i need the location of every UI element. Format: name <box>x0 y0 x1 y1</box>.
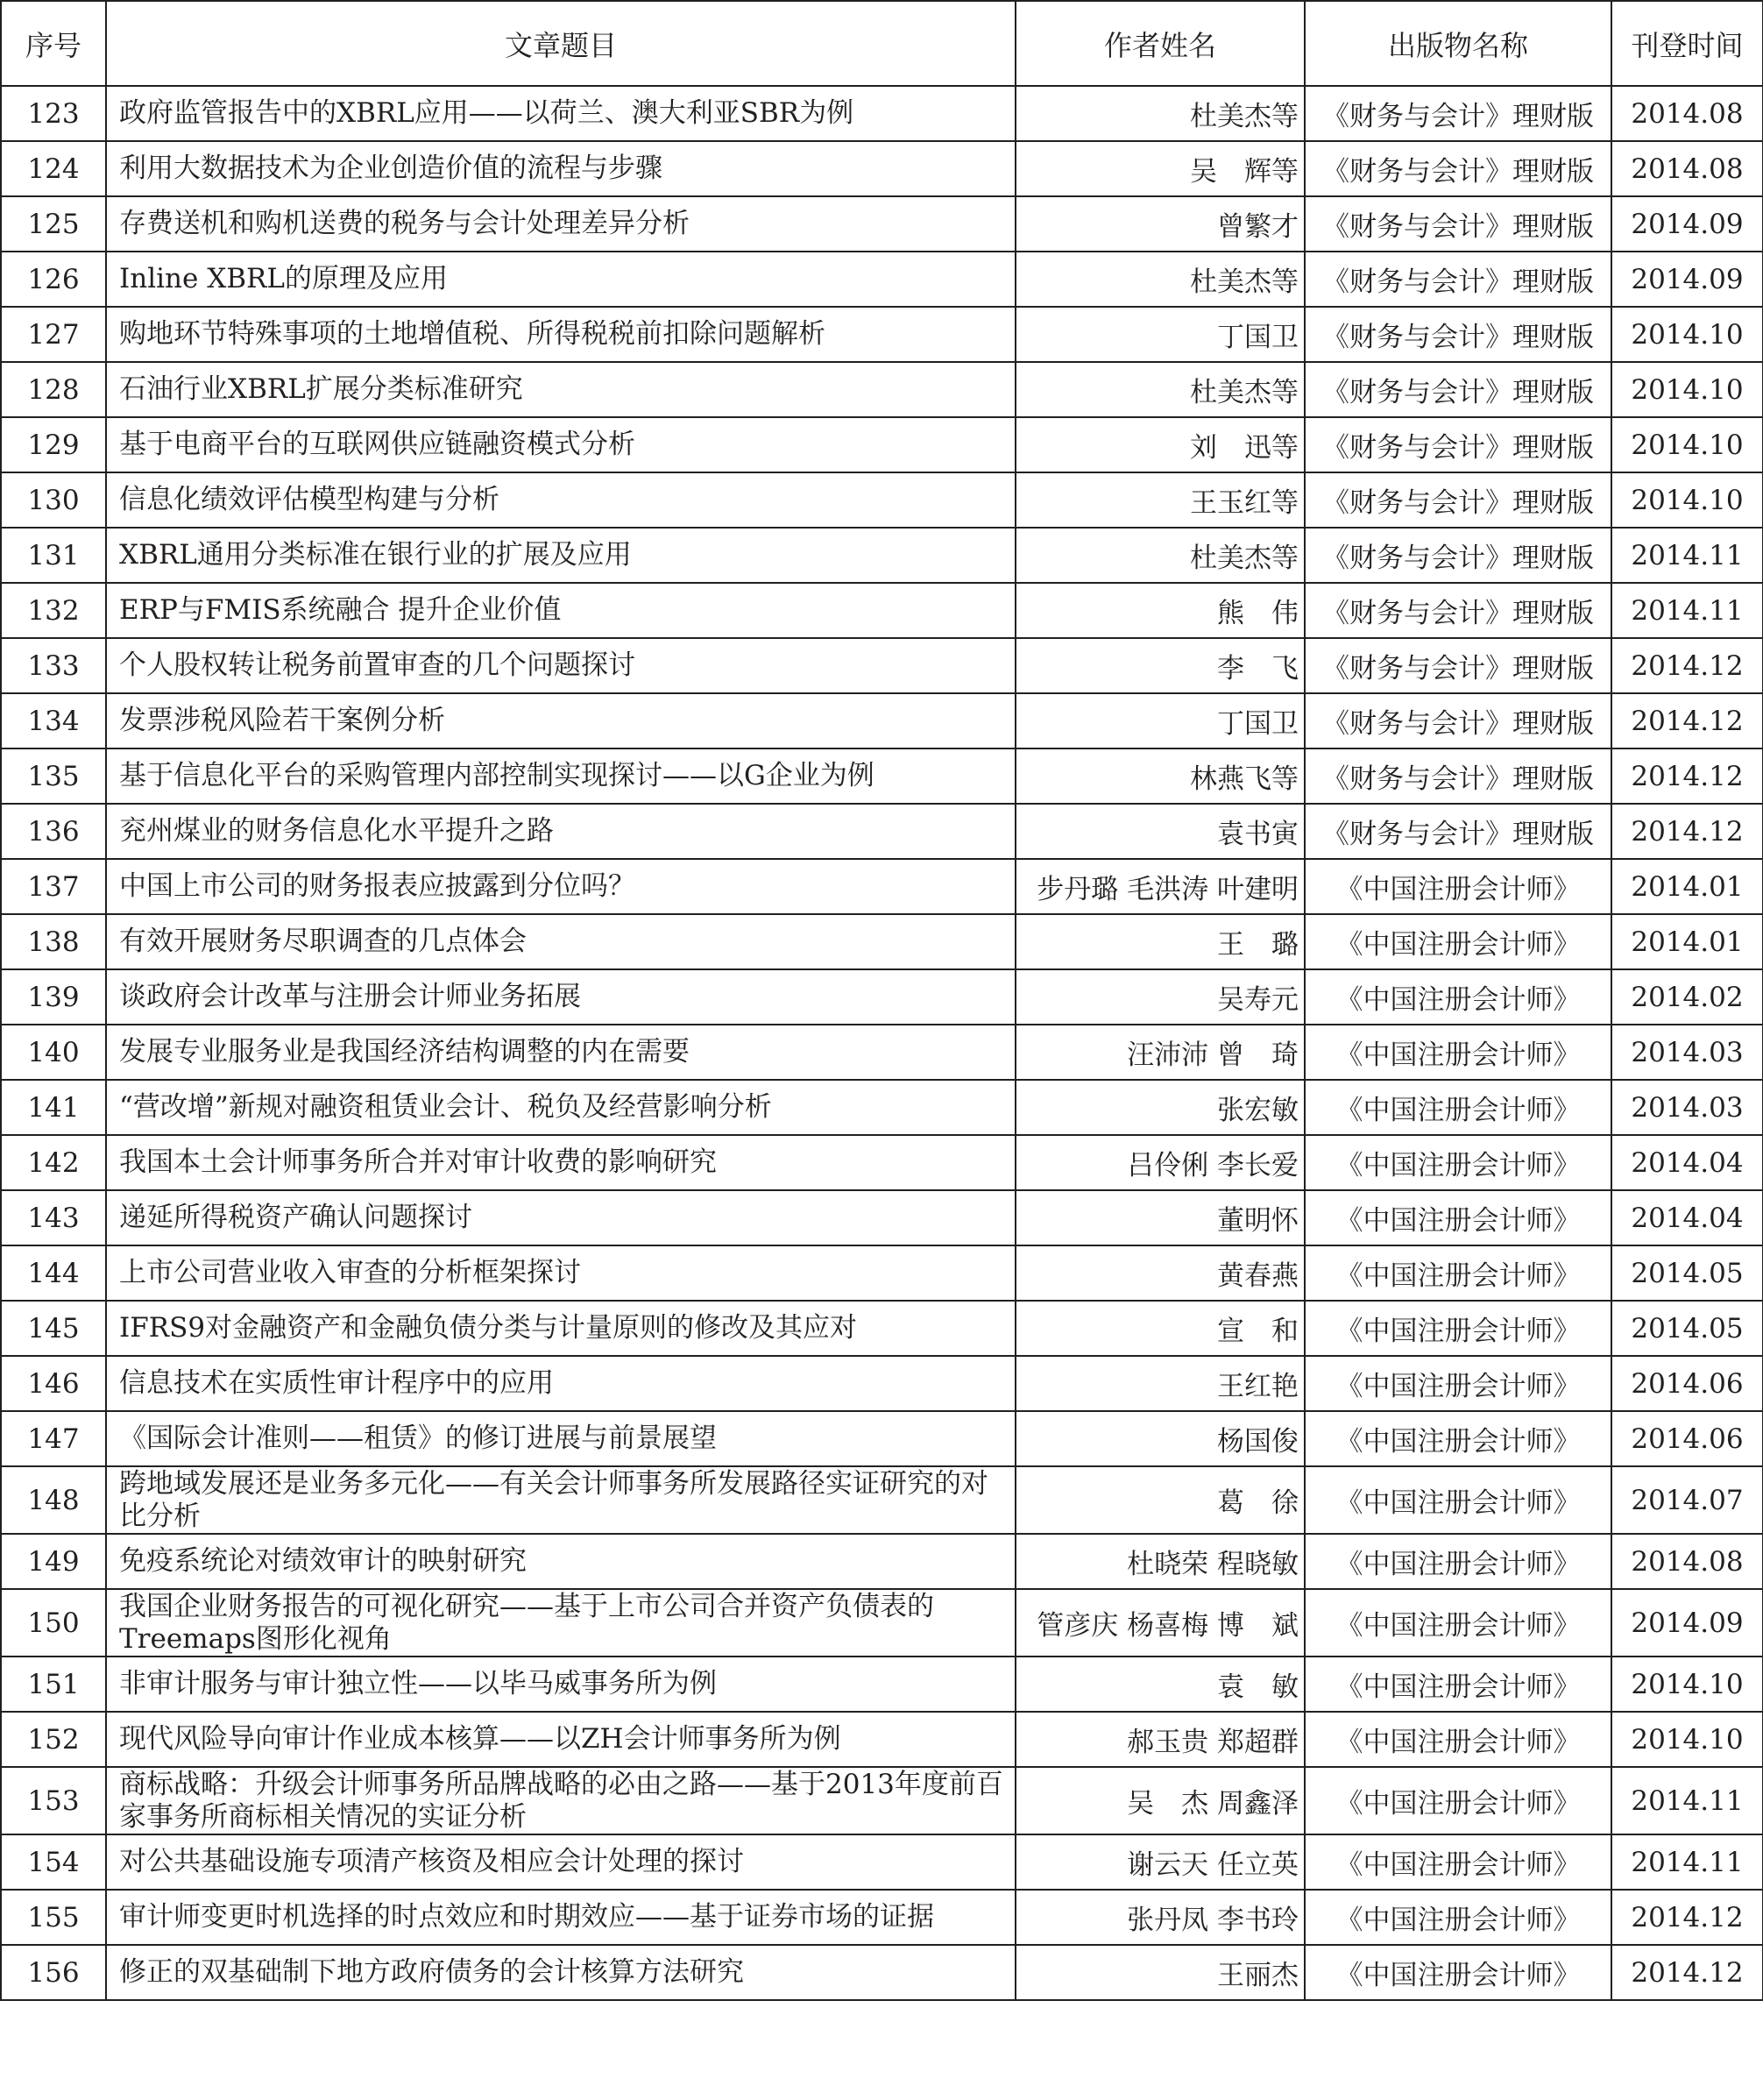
cell-number: 132 <box>1 583 106 638</box>
cell-publication: 《财务与会计》理财版 <box>1305 638 1611 693</box>
cell-publication: 《财务与会计》理财版 <box>1305 417 1611 472</box>
cell-author: 杜美杰等 <box>1016 252 1305 307</box>
cell-publication: 《财务与会计》理财版 <box>1305 86 1611 141</box>
cell-number: 152 <box>1 1712 106 1767</box>
cell-publication: 《财务与会计》理财版 <box>1305 307 1611 362</box>
cell-publication: 《中国注册会计师》 <box>1305 1589 1611 1657</box>
table-row <box>1 583 1763 638</box>
cell-author: 张宏敏 <box>1016 1080 1305 1135</box>
cell-article-title: 利用大数据技术为企业创造价值的流程与步骤 <box>106 141 1016 196</box>
table-row <box>1 1245 1763 1301</box>
cell-date: 2014.12 <box>1611 1890 1763 1945</box>
table-row <box>1 252 1763 307</box>
cell-article-title: 谈政府会计改革与注册会计师业务拓展 <box>106 969 1016 1025</box>
table-row <box>1 1080 1763 1135</box>
cell-date: 2014.05 <box>1611 1245 1763 1301</box>
cell-publication: 《中国注册会计师》 <box>1305 1356 1611 1411</box>
cell-number: 131 <box>1 528 106 583</box>
cell-publication: 《财务与会计》理财版 <box>1305 472 1611 528</box>
cell-author: 汪沛沛 曾 琦 <box>1016 1025 1305 1080</box>
cell-article-title: 中国上市公司的财务报表应披露到分位吗？ <box>106 859 1016 914</box>
table-row <box>1 1025 1763 1080</box>
cell-publication: 《财务与会计》理财版 <box>1305 362 1611 417</box>
cell-author: 董明怀 <box>1016 1190 1305 1245</box>
cell-number: 143 <box>1 1190 106 1245</box>
cell-date: 2014.12 <box>1611 748 1763 804</box>
cell-article-title: XBRL通用分类标准在银行业的扩展及应用 <box>106 528 1016 583</box>
cell-number: 127 <box>1 307 106 362</box>
table-row <box>1 1767 1763 1834</box>
table-row <box>1 1301 1763 1356</box>
cell-author: 熊 伟 <box>1016 583 1305 638</box>
cell-date: 2014.02 <box>1611 969 1763 1025</box>
cell-number: 149 <box>1 1534 106 1589</box>
cell-author: 袁书寅 <box>1016 804 1305 859</box>
header-author: 作者姓名 <box>1016 1 1305 86</box>
cell-publication: 《中国注册会计师》 <box>1305 1245 1611 1301</box>
cell-number: 124 <box>1 141 106 196</box>
cell-author: 刘 迅等 <box>1016 417 1305 472</box>
cell-article-title: 石油行业XBRL扩展分类标准研究 <box>106 362 1016 417</box>
table-body <box>1 86 1763 2000</box>
cell-author: 吴 杰 周鑫泽 <box>1016 1767 1305 1834</box>
cell-article-title: 基于电商平台的互联网供应链融资模式分析 <box>106 417 1016 472</box>
table-row <box>1 804 1763 859</box>
table-row <box>1 1834 1763 1890</box>
cell-number: 126 <box>1 252 106 307</box>
table-row <box>1 1890 1763 1945</box>
cell-date: 2014.09 <box>1611 252 1763 307</box>
cell-author: 袁 敏 <box>1016 1657 1305 1712</box>
cell-article-title: 非审计服务与审计独立性——以毕马威事务所为例 <box>106 1657 1016 1712</box>
cell-author: 杨国俊 <box>1016 1411 1305 1466</box>
cell-number: 146 <box>1 1356 106 1411</box>
header-date: 刊登时间 <box>1611 1 1763 86</box>
cell-number: 128 <box>1 362 106 417</box>
cell-article-title: IFRS9对金融资产和金融负债分类与计量原则的修改及其应对 <box>106 1301 1016 1356</box>
cell-number: 134 <box>1 693 106 748</box>
table-row <box>1 914 1763 969</box>
cell-publication: 《中国注册会计师》 <box>1305 969 1611 1025</box>
cell-publication: 《中国注册会计师》 <box>1305 1080 1611 1135</box>
cell-article-title: 递延所得税资产确认问题探讨 <box>106 1190 1016 1245</box>
cell-date: 2014.11 <box>1611 583 1763 638</box>
table-row <box>1 196 1763 252</box>
cell-publication: 《中国注册会计师》 <box>1305 1712 1611 1767</box>
cell-number: 130 <box>1 472 106 528</box>
table-row <box>1 859 1763 914</box>
cell-author: 杜美杰等 <box>1016 86 1305 141</box>
cell-publication: 《中国注册会计师》 <box>1305 1945 1611 2000</box>
cell-publication: 《中国注册会计师》 <box>1305 1190 1611 1245</box>
cell-publication: 《中国注册会计师》 <box>1305 1890 1611 1945</box>
cell-article-title: 发展专业服务业是我国经济结构调整的内在需要 <box>106 1025 1016 1080</box>
cell-number: 135 <box>1 748 106 804</box>
cell-number: 145 <box>1 1301 106 1356</box>
cell-number: 123 <box>1 86 106 141</box>
cell-number: 133 <box>1 638 106 693</box>
cell-article-title: 免疫系统论对绩效审计的映射研究 <box>106 1534 1016 1589</box>
cell-publication: 《中国注册会计师》 <box>1305 1301 1611 1356</box>
cell-article-title: 《国际会计准则——租赁》的修订进展与前景展望 <box>106 1411 1016 1466</box>
cell-article-title: 商标战略：升级会计师事务所品牌战略的必由之路——基于2013年度前百家事务所商标相关情况的实证分析 <box>106 1767 1016 1834</box>
cell-date: 2014.11 <box>1611 1834 1763 1890</box>
table-row <box>1 1712 1763 1767</box>
cell-number: 144 <box>1 1245 106 1301</box>
cell-author: 宣 和 <box>1016 1301 1305 1356</box>
cell-article-title: 发票涉税风险若干案例分析 <box>106 693 1016 748</box>
cell-date: 2014.12 <box>1611 804 1763 859</box>
cell-author: 曾繁才 <box>1016 196 1305 252</box>
table-row <box>1 638 1763 693</box>
cell-number: 129 <box>1 417 106 472</box>
cell-number: 142 <box>1 1135 106 1190</box>
cell-date: 2014.09 <box>1611 1589 1763 1657</box>
cell-author: 谢云天 任立英 <box>1016 1834 1305 1890</box>
cell-date: 2014.12 <box>1611 693 1763 748</box>
cell-author: 吕伶俐 李长爱 <box>1016 1135 1305 1190</box>
cell-number: 150 <box>1 1589 106 1657</box>
cell-article-title: 基于信息化平台的采购管理内部控制实现探讨——以G企业为例 <box>106 748 1016 804</box>
cell-author: 林燕飞等 <box>1016 748 1305 804</box>
cell-author: 李 飞 <box>1016 638 1305 693</box>
cell-date: 2014.12 <box>1611 1945 1763 2000</box>
cell-date: 2014.05 <box>1611 1301 1763 1356</box>
cell-date: 2014.10 <box>1611 472 1763 528</box>
cell-author: 杜美杰等 <box>1016 362 1305 417</box>
cell-date: 2014.10 <box>1611 417 1763 472</box>
cell-date: 2014.04 <box>1611 1190 1763 1245</box>
cell-number: 154 <box>1 1834 106 1890</box>
cell-number: 139 <box>1 969 106 1025</box>
cell-number: 125 <box>1 196 106 252</box>
table-row <box>1 1657 1763 1712</box>
cell-number: 136 <box>1 804 106 859</box>
cell-date: 2014.01 <box>1611 914 1763 969</box>
cell-publication: 《中国注册会计师》 <box>1305 1411 1611 1466</box>
header-no: 序号 <box>1 1 106 86</box>
cell-author: 吴 辉等 <box>1016 141 1305 196</box>
cell-author: 王丽杰 <box>1016 1945 1305 2000</box>
cell-author: 王玉红等 <box>1016 472 1305 528</box>
table-row <box>1 417 1763 472</box>
cell-article-title: Inline XBRL的原理及应用 <box>106 252 1016 307</box>
cell-author: 王 璐 <box>1016 914 1305 969</box>
cell-date: 2014.08 <box>1611 86 1763 141</box>
cell-article-title: 信息技术在实质性审计程序中的应用 <box>106 1356 1016 1411</box>
cell-article-title: 存费送机和购机送费的税务与会计处理差异分析 <box>106 196 1016 252</box>
cell-publication: 《财务与会计》理财版 <box>1305 252 1611 307</box>
table-row <box>1 1589 1763 1657</box>
cell-publication: 《财务与会计》理财版 <box>1305 141 1611 196</box>
cell-date: 2014.07 <box>1611 1466 1763 1534</box>
cell-date: 2014.10 <box>1611 307 1763 362</box>
table-row <box>1 1411 1763 1466</box>
cell-number: 155 <box>1 1890 106 1945</box>
table-row <box>1 1190 1763 1245</box>
cell-publication: 《中国注册会计师》 <box>1305 1466 1611 1534</box>
cell-article-title: 审计师变更时机选择的时点效应和时期效应——基于证券市场的证据 <box>106 1890 1016 1945</box>
cell-author: 步丹璐 毛洪涛 叶建明 <box>1016 859 1305 914</box>
cell-number: 151 <box>1 1657 106 1712</box>
cell-author: 王红艳 <box>1016 1356 1305 1411</box>
cell-date: 2014.03 <box>1611 1025 1763 1080</box>
cell-number: 148 <box>1 1466 106 1534</box>
cell-article-title: 我国本土会计师事务所合并对审计收费的影响研究 <box>106 1135 1016 1190</box>
cell-date: 2014.06 <box>1611 1356 1763 1411</box>
cell-number: 153 <box>1 1767 106 1834</box>
cell-author: 杜晓荣 程晓敏 <box>1016 1534 1305 1589</box>
cell-date: 2014.03 <box>1611 1080 1763 1135</box>
cell-date: 2014.10 <box>1611 362 1763 417</box>
cell-publication: 《中国注册会计师》 <box>1305 1834 1611 1890</box>
cell-publication: 《财务与会计》理财版 <box>1305 804 1611 859</box>
table-row <box>1 86 1763 141</box>
cell-number: 138 <box>1 914 106 969</box>
cell-publication: 《财务与会计》理财版 <box>1305 693 1611 748</box>
cell-author: 丁国卫 <box>1016 693 1305 748</box>
cell-author: 杜美杰等 <box>1016 528 1305 583</box>
cell-date: 2014.08 <box>1611 1534 1763 1589</box>
cell-number: 147 <box>1 1411 106 1466</box>
cell-number: 137 <box>1 859 106 914</box>
cell-date: 2014.12 <box>1611 638 1763 693</box>
cell-publication: 《财务与会计》理财版 <box>1305 528 1611 583</box>
cell-article-title: 我国企业财务报告的可视化研究——基于上市公司合并资产负债表的Treemaps图形化视角 <box>106 1589 1016 1657</box>
cell-article-title: 对公共基础设施专项清产核资及相应会计处理的探讨 <box>106 1834 1016 1890</box>
cell-date: 2014.08 <box>1611 141 1763 196</box>
cell-publication: 《中国注册会计师》 <box>1305 1767 1611 1834</box>
cell-article-title: 上市公司营业收入审查的分析框架探讨 <box>106 1245 1016 1301</box>
cell-publication: 《财务与会计》理财版 <box>1305 583 1611 638</box>
cell-article-title: “营改增”新规对融资租赁业会计、税负及经营影响分析 <box>106 1080 1016 1135</box>
cell-author: 葛 徐 <box>1016 1466 1305 1534</box>
table-row <box>1 472 1763 528</box>
table-row <box>1 748 1763 804</box>
cell-article-title: 信息化绩效评估模型构建与分析 <box>106 472 1016 528</box>
cell-author: 管彦庆 杨喜梅 博 斌 <box>1016 1589 1305 1657</box>
table-row <box>1 1466 1763 1534</box>
cell-date: 2014.09 <box>1611 196 1763 252</box>
cell-article-title: ERP与FMIS系统融合 提升企业价值 <box>106 583 1016 638</box>
table-row <box>1 1356 1763 1411</box>
table-row <box>1 141 1763 196</box>
cell-publication: 《中国注册会计师》 <box>1305 1135 1611 1190</box>
cell-publication: 《中国注册会计师》 <box>1305 1025 1611 1080</box>
cell-date: 2014.11 <box>1611 1767 1763 1834</box>
cell-article-title: 个人股权转让税务前置审查的几个问题探讨 <box>106 638 1016 693</box>
cell-number: 156 <box>1 1945 106 2000</box>
table-row <box>1 969 1763 1025</box>
cell-author: 吴寿元 <box>1016 969 1305 1025</box>
cell-number: 141 <box>1 1080 106 1135</box>
cell-date: 2014.11 <box>1611 528 1763 583</box>
cell-article-title: 修正的双基础制下地方政府债务的会计核算方法研究 <box>106 1945 1016 2000</box>
cell-article-title: 跨地域发展还是业务多元化——有关会计师事务所发展路径实证研究的对比分析 <box>106 1466 1016 1534</box>
table-row <box>1 693 1763 748</box>
cell-publication: 《财务与会计》理财版 <box>1305 748 1611 804</box>
cell-article-title: 购地环节特殊事项的土地增值税、所得税税前扣除问题解析 <box>106 307 1016 362</box>
cell-publication: 《中国注册会计师》 <box>1305 1657 1611 1712</box>
table-row <box>1 1534 1763 1589</box>
cell-author: 郝玉贵 郑超群 <box>1016 1712 1305 1767</box>
cell-article-title: 兖州煤业的财务信息化水平提升之路 <box>106 804 1016 859</box>
cell-article-title: 政府监管报告中的XBRL应用——以荷兰、澳大利亚SBR为例 <box>106 86 1016 141</box>
cell-publication: 《财务与会计》理财版 <box>1305 196 1611 252</box>
table-row <box>1 1945 1763 2000</box>
cell-date: 2014.06 <box>1611 1411 1763 1466</box>
table-row <box>1 528 1763 583</box>
table-row <box>1 362 1763 417</box>
cell-date: 2014.10 <box>1611 1712 1763 1767</box>
cell-author: 丁国卫 <box>1016 307 1305 362</box>
table-row <box>1 1135 1763 1190</box>
cell-date: 2014.01 <box>1611 859 1763 914</box>
cell-date: 2014.10 <box>1611 1657 1763 1712</box>
cell-number: 140 <box>1 1025 106 1080</box>
cell-publication: 《中国注册会计师》 <box>1305 1534 1611 1589</box>
header-publication: 出版物名称 <box>1305 1 1611 86</box>
cell-publication: 《中国注册会计师》 <box>1305 914 1611 969</box>
cell-date: 2014.04 <box>1611 1135 1763 1190</box>
cell-author: 张丹凤 李书玲 <box>1016 1890 1305 1945</box>
header-row <box>1 1 1763 86</box>
cell-article-title: 现代风险导向审计作业成本核算——以ZH会计师事务所为例 <box>106 1712 1016 1767</box>
cell-author: 黄春燕 <box>1016 1245 1305 1301</box>
cell-article-title: 有效开展财务尽职调查的几点体会 <box>106 914 1016 969</box>
header-title: 文章题目 <box>106 1 1016 86</box>
table-row <box>1 307 1763 362</box>
cell-publication: 《中国注册会计师》 <box>1305 859 1611 914</box>
